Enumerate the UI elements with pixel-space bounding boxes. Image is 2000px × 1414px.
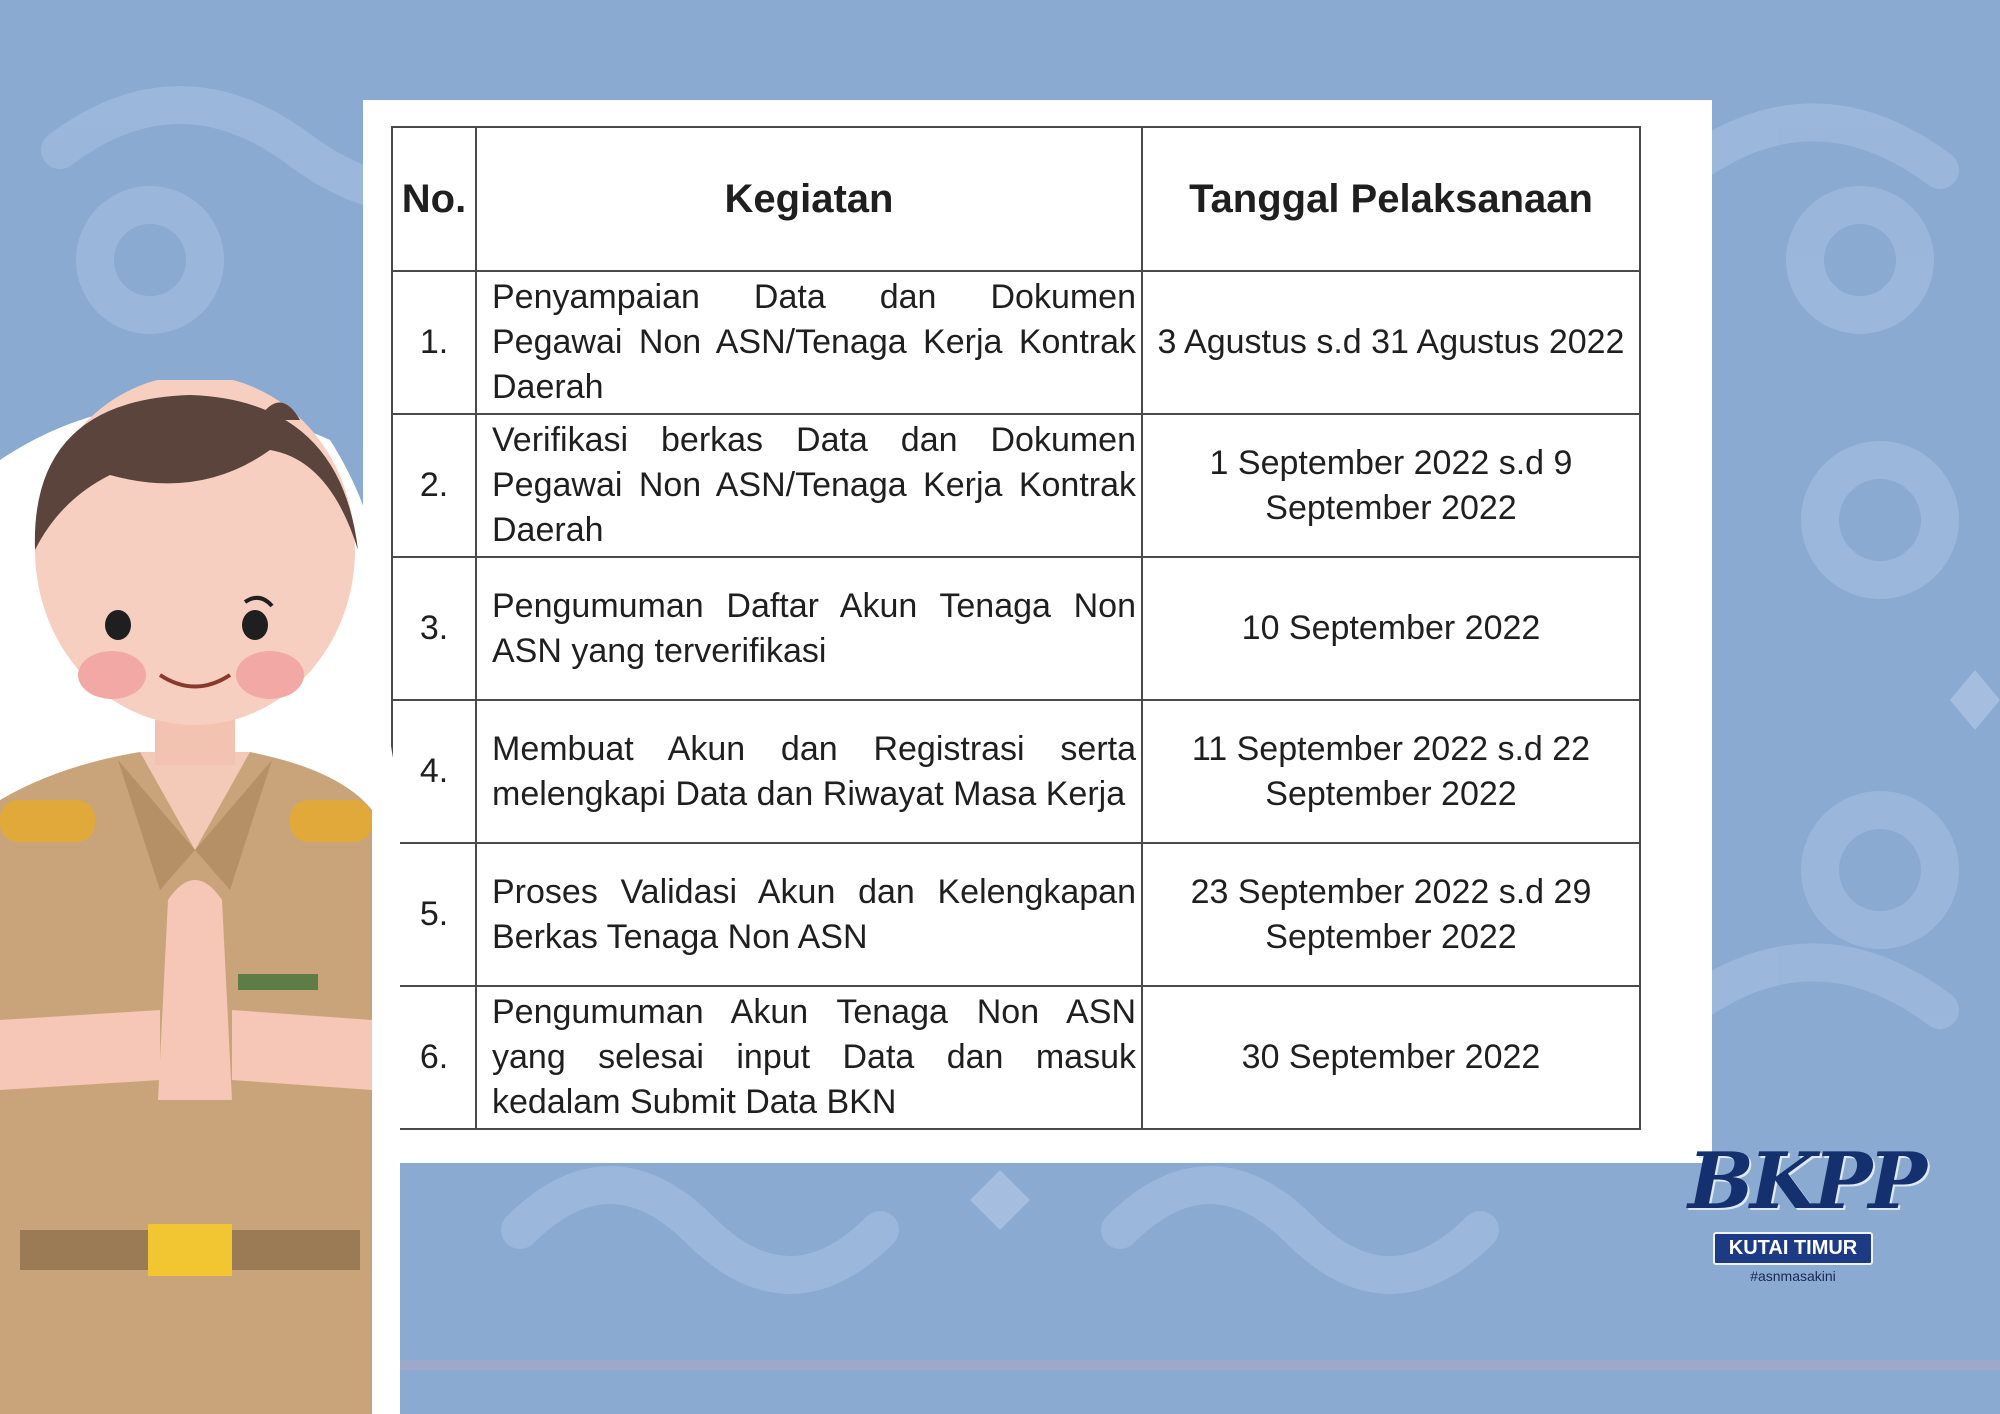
table-row <box>392 557 1640 700</box>
row-activity: Verifikasi berkas Data dan Dokumen Pegawai Non ASN/Tenaga Kerja Kontrak Daerah <box>476 414 1142 557</box>
table-row <box>392 700 1640 843</box>
bkpp-logo <box>1688 1136 1924 1328</box>
logo-region: KUTAI TIMUR <box>1713 1232 1874 1265</box>
row-date: 30 September 2022 <box>1142 986 1640 1129</box>
row-number: 6. <box>392 986 476 1129</box>
row-activity: Penyampaian Data dan Dokumen Pegawai Non ASN/Tenaga Kerja Kontrak Daerah <box>476 271 1142 414</box>
table-row <box>392 986 1640 1129</box>
table-row <box>392 414 1640 557</box>
header-activity: Kegiatan <box>476 127 1142 271</box>
row-date: 23 September 2022 s.d 29 September 2022 <box>1142 843 1640 986</box>
row-activity: Pengumuman Akun Tenaga Non ASN yang selesai input Data dan masuk kedalam Submit Data BKN <box>476 986 1142 1129</box>
row-number: 3. <box>392 557 476 700</box>
row-date: 3 Agustus s.d 31 Agustus 2022 <box>1142 271 1640 414</box>
row-activity: Pengumuman Daftar Akun Tenaga Non ASN yang terverifikasi <box>476 557 1142 700</box>
logo-title: BKPP <box>1688 1136 1924 1227</box>
row-number: 2. <box>392 414 476 557</box>
row-number: 4. <box>392 700 476 843</box>
row-activity: Proses Validasi Akun dan Kelengkapan Berkas Tenaga Non ASN <box>476 843 1142 986</box>
table-row <box>392 271 1640 414</box>
row-date: 1 September 2022 s.d 9 September 2022 <box>1142 414 1640 557</box>
row-number: 5. <box>392 843 476 986</box>
table-row <box>392 843 1640 986</box>
header-no: No. <box>392 127 476 271</box>
logo-hashtag: #asnmasakini <box>1750 1268 1836 1284</box>
header-date: Tanggal Pelaksanaan <box>1142 127 1640 271</box>
schedule-table <box>391 126 1641 1130</box>
civil-servant-illustration <box>0 380 400 1414</box>
row-date: 11 September 2022 s.d 22 September 2022 <box>1142 700 1640 843</box>
schedule-card <box>363 100 1712 1163</box>
row-date: 10 September 2022 <box>1142 557 1640 700</box>
table-header-row <box>392 127 1640 271</box>
row-activity: Membuat Akun dan Registrasi serta melengkapi Data dan Riwayat Masa Kerja <box>476 700 1142 843</box>
row-number: 1. <box>392 271 476 414</box>
